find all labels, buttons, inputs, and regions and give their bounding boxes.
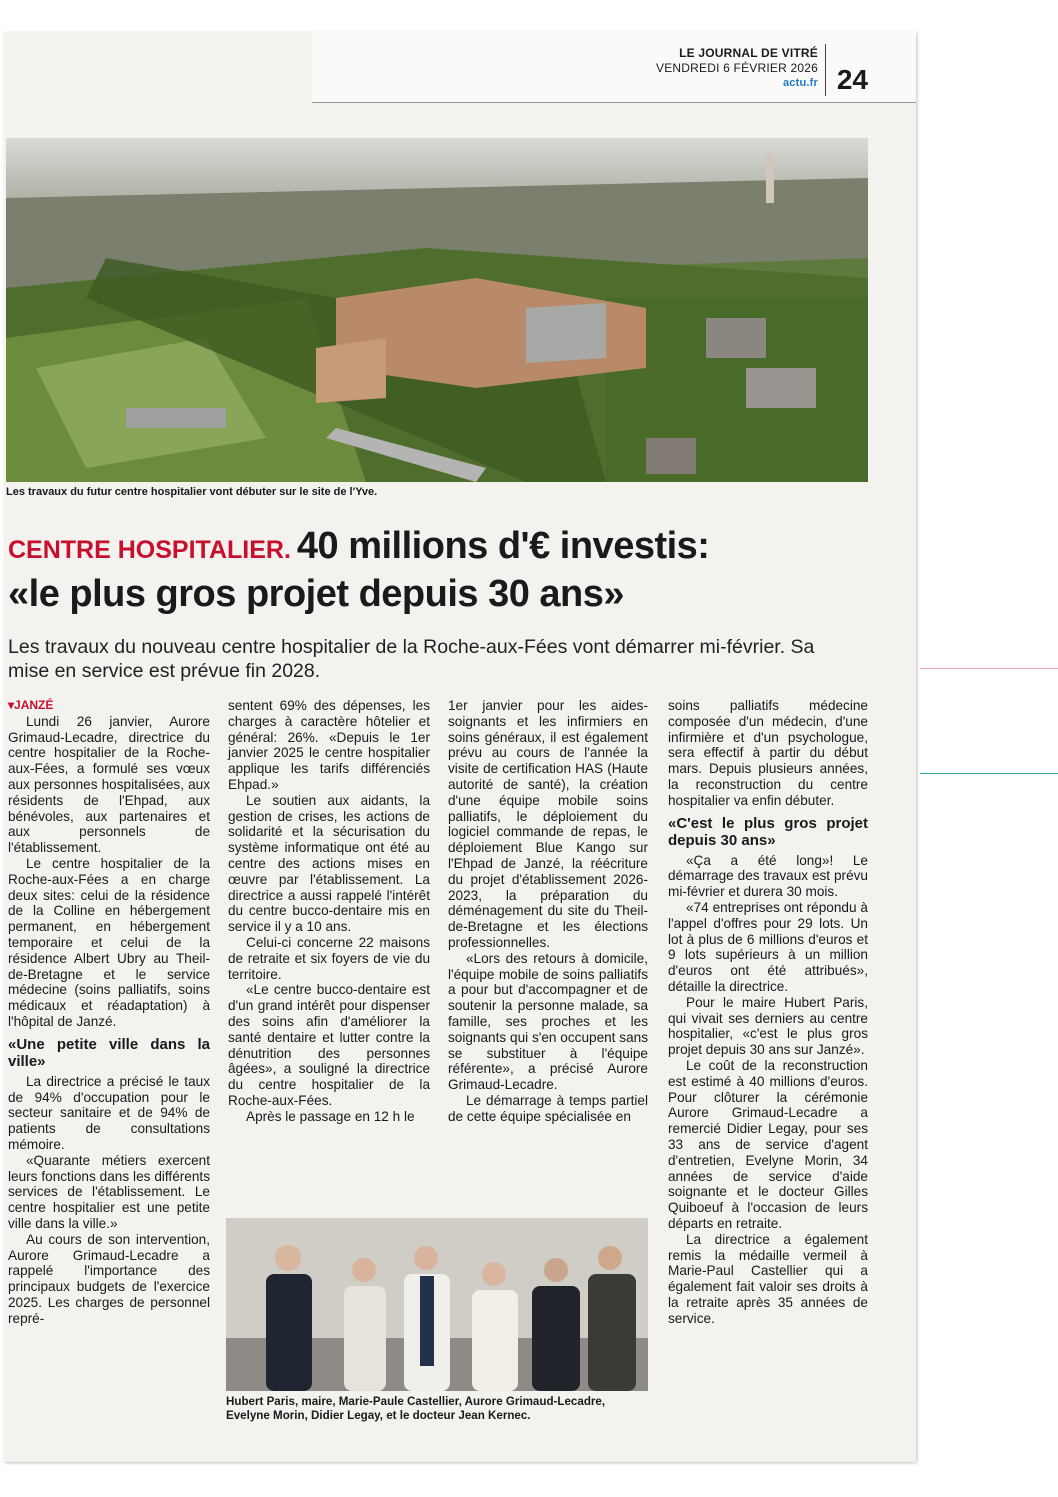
scan-edge-mark — [920, 668, 1058, 669]
site-link[interactable]: actu.fr — [782, 77, 818, 89]
masthead-divider — [825, 44, 826, 96]
group-photo-caption: Hubert Paris, maire, Marie-Paule Castellier, Aurore Grimaud-Lecadre, Evelyne Morin, Didier Legay, et le docteur Jean Kernec. — [226, 1395, 606, 1422]
headline-text-1: 40 millions d'€ investis: — [296, 525, 710, 567]
article-column-2 — [228, 698, 430, 1125]
paragraph: 1er janvier pour les aides-soignants et les infirmiers en soins généraux, il est également prévu au cours de l'année la visite de certification HAS (Haute autorité de santé), la création d'une équipe mobile soins palliatifs, le déploiement du logiciel commande de repas, le déploiement Blue Kango sur l'Ehpad de Janzé, la réécriture du projet d'établissement 2026-2023, la préparation du déménagement du site du Theil-de-Bretagne et les élections professionnelles. — [448, 698, 648, 950]
paragraph: Le centre hospitalier de la Roche-aux-Fées a en charge deux sites: celui de la résidence de la Colline en hébergement permanent, en hébergement temporaire et celui de la résidence Albert Ubry au Theil-de-Bretagne et le service médecine (soins palliatifs, soins médicaux et réadaptation) à l'hôpital de Janzé. — [8, 855, 210, 1029]
paragraph: Le démarrage à temps partiel de cette équipe spécialisée en — [448, 1092, 648, 1124]
article-column-4 — [668, 698, 868, 1326]
paragraph: sentent 69% des dépenses, les charges à caractère hôtelier et général: 26%. «Depuis le 1er janvier 2025 le centre hospitalier applique les tarifs différenciés Ehpad.» — [228, 698, 430, 792]
paragraph: «Lors des retours à domicile, l'équipe mobile de soins palliatifs a pour but d'accompagner et de soutenir la personne malade, sa famille, ses proches et les soignants qui s'en occupent sans se substituer à l'équipe référente», a précisé Aurore Grimaud-Lecadre. — [448, 950, 648, 1093]
journal-name: LE JOURNAL DE VITRÉ — [679, 46, 818, 60]
headline-kicker: CENTRE HOSPITALIER. — [8, 536, 291, 564]
paragraph: Le soutien aux aidants, la gestion de crises, les actions de solidarité et la sécurisation du système informatique ont été au centre des actions mises en œuvre par l'établissement. La directrice a aussi rappelé l'intérêt du centre bucco-dentaire mis en service il y a 10 ans. — [228, 792, 430, 935]
masthead-text — [656, 46, 818, 91]
photo-caption: Les travaux du futur centre hospitalier vont débuter sur le site de l'Yve. — [6, 486, 378, 498]
article-standfirst: Les travaux du nouveau centre hospitalier de la Roche-aux-Fées vont démarrer mi-février. Sa mise en service est prévue fin 2028. — [8, 636, 815, 682]
location-pin-icon: ▾ — [8, 698, 15, 712]
location-tag — [8, 698, 210, 714]
aerial-illustration — [6, 138, 868, 482]
paragraph: La directrice a précisé le taux de 94% d'occupation pour le secteur sanitaire et de 94% de patients de consultations mémoire. — [8, 1073, 210, 1152]
location-label: JANZÉ — [14, 698, 54, 712]
article-column-1 — [8, 698, 210, 1326]
paragraph: Après le passage en 12 h le — [246, 1108, 415, 1124]
paragraph: «Le centre bucco-dentaire est d'un grand intérêt pour dispenser des soins afin d'améliorer la santé dentaire et lutter contre la dénutrition des personnes âgées», a souligné la directrice du centre hospitalier de la Roche-aux-Fées. — [228, 982, 430, 1108]
paragraph: «74 entreprises ont répondu à l'appel d'offres pour 29 lots. Un lot à plus de 6 millions d'euros et 9 lots supérieurs à un million d'euros ont été attribués», détaille la directrice. — [668, 899, 868, 994]
paragraph: Celui-ci concerne 22 maisons de retraite et six foyers de vie du territoire. — [228, 934, 430, 982]
subheading: «Une petite ville dans la ville» — [8, 1035, 210, 1070]
aerial-photo — [6, 138, 868, 482]
paragraph: soins palliatifs médecine composée d'un médecin, d'une infirmière et d'un psychologue, sera effectif à partir du début mars. Depuis plusieurs années, la reconstruction du centre hospitalier va enfin débuter. — [668, 698, 868, 808]
paragraph: «Quarante métiers exercent leurs fonctions dans les différents services de l'établissement. Le centre hospitalier est une petite ville dans la ville.» — [8, 1152, 210, 1231]
scan-edge-mark — [920, 773, 1058, 774]
subheading: «C'est le plus gros projet depuis 30 ans» — [668, 814, 868, 849]
group-photo — [226, 1218, 648, 1391]
paragraph: La directrice a également remis la médaille vermeil à Marie-Paul Castellier qui a également fait valoir ses droits à la retraite après 35 années de service. — [668, 1231, 868, 1326]
group-illustration — [226, 1218, 648, 1391]
paragraph: «Ça a été long»! Le démarrage des travaux est prévu mi-février et durera 30 mois. — [668, 852, 868, 900]
paragraph: Au cours de son intervention, Aurore Grimaud-Lecadre a rappelé l'importance des principaux budgets de l'exercice 2025. Les charges de personnel repré- — [8, 1231, 210, 1326]
paragraph: Lundi 26 janvier, Aurore Grimaud-Lecadre, directrice du centre hospitalier de la Roche-aux-Fées, a formulé ses vœux aux personnes hospitalisées, aux résidents de l'Ehpad, aux bénévoles, aux partenaires et aux personnels de l'établissement. — [8, 713, 210, 856]
paragraph: Pour le maire Hubert Paris, qui vivait ses derniers au centre hospitalier, «c'est le plus gros projet depuis 30 ans sur Janzé». — [668, 994, 868, 1058]
issue-date: VENDREDI 6 FÉVRIER 2026 — [656, 61, 818, 75]
headline-line-1 — [8, 525, 709, 568]
masthead — [312, 30, 916, 103]
headline-line-2: «le plus gros projet depuis 30 ans» — [8, 573, 625, 615]
paragraph: Le coût de la reconstruction est estimé à 40 millions d'euros. Pour clôturer la cérémonie Aurore Grimaud-Lecadre a remercié Didier Legay, pour ses 33 ans de service d'agent d'entretien, Evelyne Morin, 34 années de service d'aide soignante et le docteur Gilles Quiboeuf à l'occasion de leurs départs en retraite. — [668, 1057, 868, 1231]
article-column-3 — [448, 698, 648, 1125]
page-number: 24 — [836, 64, 868, 95]
